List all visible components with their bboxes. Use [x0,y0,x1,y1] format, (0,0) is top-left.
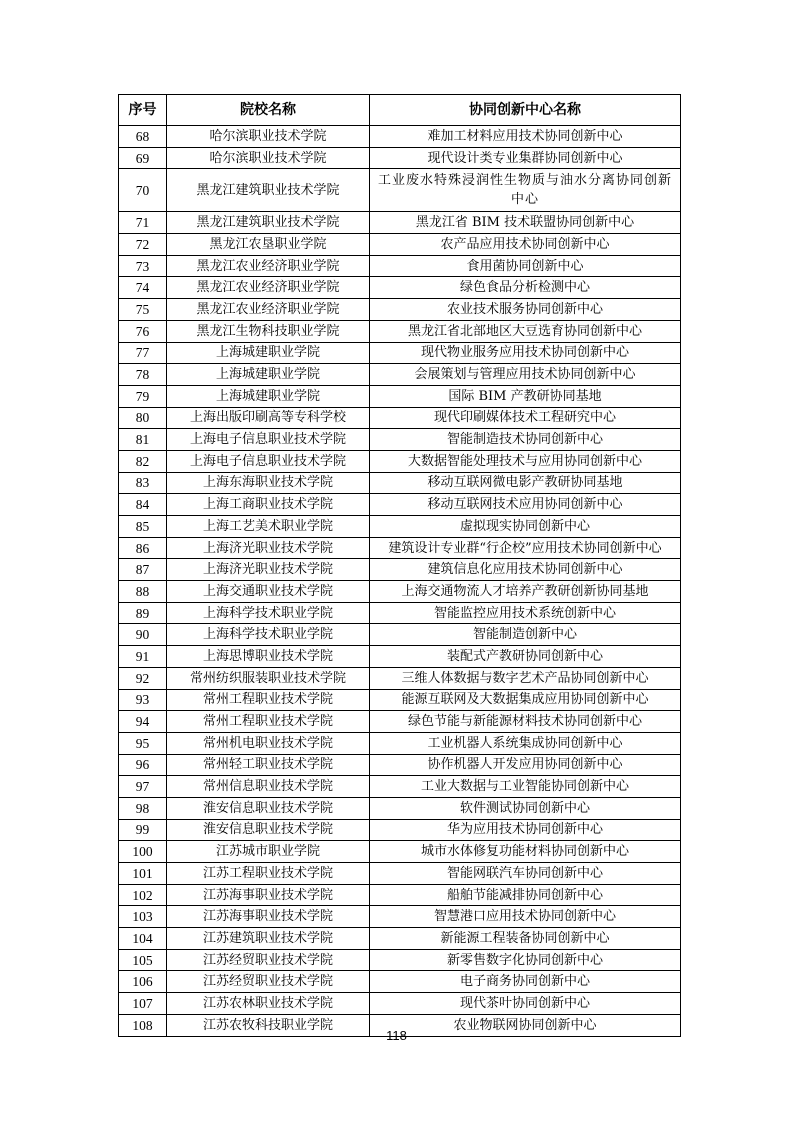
center-cell: 虚拟现实协同创新中心 [370,516,681,538]
center-cell: 现代物业服务应用技术协同创新中心 [370,342,681,364]
table-row [119,667,681,689]
serial-cell: 81 [119,429,167,451]
center-cell: 移动互联网微电影产教研协同基地 [370,472,681,494]
table-row [119,169,681,212]
table-row [119,819,681,841]
serial-cell: 88 [119,581,167,603]
center-cell: 黑龙江省 BIM 技术联盟协同创新中心 [370,212,681,234]
serial-cell: 93 [119,689,167,711]
serial-cell: 80 [119,407,167,429]
school-cell: 上海科学技术职业学院 [167,624,370,646]
center-cell: 华为应用技术协同创新中心 [370,819,681,841]
school-cell: 常州信息职业技术学院 [167,776,370,798]
school-cell: 黑龙江农垦职业学院 [167,234,370,256]
school-cell: 江苏经贸职业技术学院 [167,949,370,971]
serial-cell: 95 [119,732,167,754]
school-cell: 黑龙江建筑职业技术学院 [167,169,370,212]
center-cell: 农业技术服务协同创新中心 [370,299,681,321]
school-cell: 江苏农牧科技职业学院 [167,1014,370,1036]
table-row [119,797,681,819]
table-row [119,385,681,407]
center-cell: 软件测试协同创新中心 [370,797,681,819]
center-cell: 协作机器人开发应用协同创新中心 [370,754,681,776]
serial-cell: 76 [119,320,167,342]
table-row [119,320,681,342]
school-cell: 上海城建职业学院 [167,364,370,386]
center-cell: 工业大数据与工业智能协同创新中心 [370,776,681,798]
center-cell: 建筑信息化应用技术协同创新中心 [370,559,681,581]
serial-cell: 103 [119,906,167,928]
table-row [119,126,681,148]
serial-cell: 86 [119,537,167,559]
center-cell: 船舶节能减排协同创新中心 [370,884,681,906]
school-cell: 淮安信息职业技术学院 [167,797,370,819]
school-cell: 常州工程职业技术学院 [167,711,370,733]
center-cell: 现代茶叶协同创新中心 [370,993,681,1015]
table-row [119,212,681,234]
school-cell: 上海济光职业技术学院 [167,559,370,581]
school-cell: 常州工程职业技术学院 [167,689,370,711]
table-row [119,971,681,993]
center-cell: 智能网联汽车协同创新中心 [370,863,681,885]
header-serial: 序号 [119,95,167,126]
school-cell: 上海电子信息职业技术学院 [167,450,370,472]
table-row [119,255,681,277]
school-cell: 黑龙江农业经济职业学院 [167,299,370,321]
serial-cell: 105 [119,949,167,971]
center-cell: 工业废水特殊浸润性生物质与油水分离协同创新中心 [370,169,681,212]
center-cell: 现代设计类专业集群协同创新中心 [370,147,681,169]
school-cell: 上海工艺美术职业学院 [167,516,370,538]
serial-cell: 84 [119,494,167,516]
center-cell: 黑龙江省北部地区大豆选育协同创新中心 [370,320,681,342]
header-school: 院校名称 [167,95,370,126]
center-cell: 上海交通物流人才培养产教研创新协同基地 [370,581,681,603]
table-row [119,841,681,863]
school-cell: 黑龙江建筑职业技术学院 [167,212,370,234]
table-row [119,732,681,754]
serial-cell: 106 [119,971,167,993]
header-row [119,95,681,126]
center-cell: 农业物联网协同创新中心 [370,1014,681,1036]
school-cell: 黑龙江生物科技职业学院 [167,320,370,342]
table-row [119,993,681,1015]
center-cell: 装配式产教研协同创新中心 [370,646,681,668]
center-cell: 新零售数字化协同创新中心 [370,949,681,971]
table-header [119,95,681,126]
serial-cell: 73 [119,255,167,277]
center-cell: 智能制造技术协同创新中心 [370,429,681,451]
serial-cell: 69 [119,147,167,169]
center-cell: 现代印刷媒体技术工程研究中心 [370,407,681,429]
table-row [119,646,681,668]
serial-cell: 101 [119,863,167,885]
table-row [119,494,681,516]
serial-cell: 108 [119,1014,167,1036]
school-cell: 常州纺织服装职业技术学院 [167,667,370,689]
table-row [119,581,681,603]
center-cell: 绿色节能与新能源材料技术协同创新中心 [370,711,681,733]
table-row [119,342,681,364]
serial-cell: 78 [119,364,167,386]
table-row [119,689,681,711]
table-row [119,364,681,386]
school-cell: 上海工商职业技术学院 [167,494,370,516]
school-cell: 上海交通职业技术学院 [167,581,370,603]
table-row [119,863,681,885]
center-cell: 难加工材料应用技术协同创新中心 [370,126,681,148]
table-row [119,602,681,624]
table-body [119,126,681,1037]
serial-cell: 99 [119,819,167,841]
school-cell: 上海东海职业技术学院 [167,472,370,494]
table-row [119,949,681,971]
serial-cell: 96 [119,754,167,776]
center-cell: 三维人体数据与数字艺术产品协同创新中心 [370,667,681,689]
center-cell: 绿色食品分析检测中心 [370,277,681,299]
table-row [119,711,681,733]
center-cell: 移动互联网技术应用协同创新中心 [370,494,681,516]
table-row [119,299,681,321]
table-row [119,624,681,646]
serial-cell: 87 [119,559,167,581]
serial-cell: 102 [119,884,167,906]
school-cell: 江苏城市职业学院 [167,841,370,863]
table-row [119,277,681,299]
school-cell: 上海电子信息职业技术学院 [167,429,370,451]
table-row [119,450,681,472]
serial-cell: 104 [119,928,167,950]
serial-cell: 89 [119,602,167,624]
serial-cell: 91 [119,646,167,668]
serial-cell: 100 [119,841,167,863]
serial-cell: 68 [119,126,167,148]
center-cell: 食用菌协同创新中心 [370,255,681,277]
school-cell: 哈尔滨职业技术学院 [167,126,370,148]
center-cell: 建筑设计专业群“行企校”应用技术协同创新中心 [370,537,681,559]
school-cell: 江苏海事职业技术学院 [167,906,370,928]
serial-cell: 82 [119,450,167,472]
centers-table [118,94,681,1037]
serial-cell: 98 [119,797,167,819]
table-row [119,559,681,581]
table-row [119,928,681,950]
school-cell: 江苏海事职业技术学院 [167,884,370,906]
serial-cell: 85 [119,516,167,538]
school-cell: 黑龙江农业经济职业学院 [167,255,370,277]
serial-cell: 94 [119,711,167,733]
school-cell: 江苏农林职业技术学院 [167,993,370,1015]
school-cell: 上海出版印刷高等专科学校 [167,407,370,429]
table-row [119,537,681,559]
school-cell: 上海济光职业技术学院 [167,537,370,559]
center-cell: 会展策划与管理应用技术协同创新中心 [370,364,681,386]
table-row [119,754,681,776]
table-row [119,776,681,798]
table-row [119,234,681,256]
school-cell: 江苏经贸职业技术学院 [167,971,370,993]
table-row [119,906,681,928]
center-cell: 智慧港口应用技术协同创新中心 [370,906,681,928]
serial-cell: 72 [119,234,167,256]
serial-cell: 79 [119,385,167,407]
table-row [119,407,681,429]
center-cell: 能源互联网及大数据集成应用协同创新中心 [370,689,681,711]
center-cell: 智能制造创新中心 [370,624,681,646]
header-center: 协同创新中心名称 [370,95,681,126]
table-row [119,884,681,906]
school-cell: 上海城建职业学院 [167,385,370,407]
center-cell: 工业机器人系统集成协同创新中心 [370,732,681,754]
table-row [119,147,681,169]
table-row [119,472,681,494]
school-cell: 常州轻工职业技术学院 [167,754,370,776]
serial-cell: 107 [119,993,167,1015]
center-cell: 电子商务协同创新中心 [370,971,681,993]
serial-cell: 92 [119,667,167,689]
school-cell: 上海科学技术职业学院 [167,602,370,624]
center-cell: 大数据智能处理技术与应用协同创新中心 [370,450,681,472]
school-cell: 淮安信息职业技术学院 [167,819,370,841]
page-number: 118 [386,1028,407,1043]
school-cell: 江苏建筑职业技术学院 [167,928,370,950]
center-cell: 智能监控应用技术系统创新中心 [370,602,681,624]
serial-cell: 71 [119,212,167,234]
school-cell: 上海思博职业技术学院 [167,646,370,668]
school-cell: 哈尔滨职业技术学院 [167,147,370,169]
school-cell: 江苏工程职业技术学院 [167,863,370,885]
center-cell: 农产品应用技术协同创新中心 [370,234,681,256]
center-cell: 城市水体修复功能材料协同创新中心 [370,841,681,863]
serial-cell: 74 [119,277,167,299]
serial-cell: 70 [119,169,167,212]
center-cell: 国际 BIM 产教研协同基地 [370,385,681,407]
serial-cell: 77 [119,342,167,364]
serial-cell: 83 [119,472,167,494]
table-row [119,429,681,451]
school-cell: 黑龙江农业经济职业学院 [167,277,370,299]
table-row [119,516,681,538]
serial-cell: 97 [119,776,167,798]
serial-cell: 75 [119,299,167,321]
center-cell: 新能源工程装备协同创新中心 [370,928,681,950]
serial-cell: 90 [119,624,167,646]
school-cell: 常州机电职业技术学院 [167,732,370,754]
school-cell: 上海城建职业学院 [167,342,370,364]
